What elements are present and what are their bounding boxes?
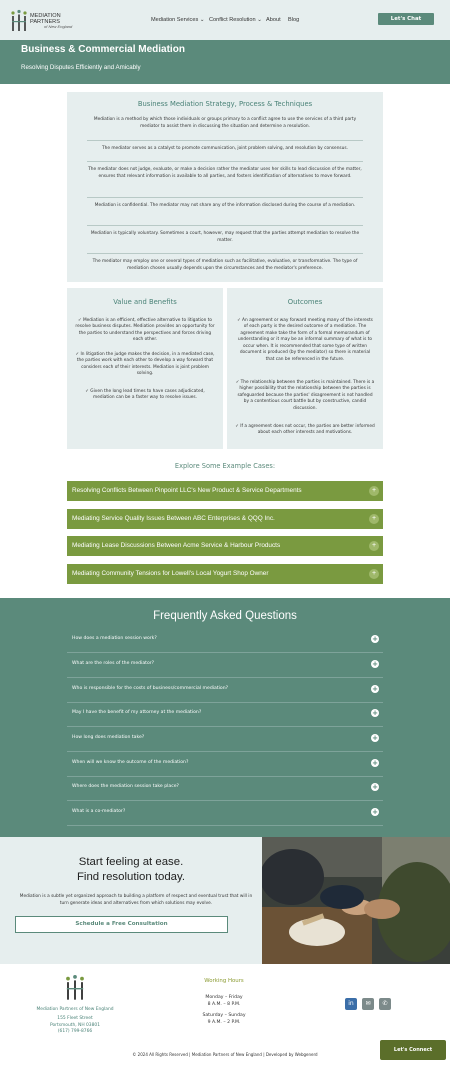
strategy-paragraph: The mediator does not judge, evaluate, or make a decision rather the mediator uses her skills to lead discussion of the matter, ensures that relevant information is available to all parties, and fosters identification of alternatives to move forward. — [88, 167, 362, 179]
plus-icon: + — [372, 709, 378, 717]
outcomes-bullet: ✓ The relationship between the parties is maintained. There is a higher possibility that the relationship between the parties is safeguarded because the parties' disagreement is not handled by a contentious court battle but by constructive, candid discussion. — [235, 380, 375, 411]
schedule-consultation-button[interactable]: Schedule a Free Consultation — [15, 916, 228, 933]
case-label: Resolving Conflicts Between Pinpoint LLC's New Product & Service Departments — [72, 487, 302, 494]
address-line: Portsmouth, NH 03801 — [50, 1022, 100, 1028]
hours-line: Monday – Friday — [205, 995, 243, 1000]
chevron-down-icon: ⌄ — [199, 17, 205, 23]
faq-item[interactable] — [67, 727, 383, 752]
footer-logo-icon — [64, 974, 86, 1002]
faq-question: May I have the benefit of my attorney at the mediation? — [72, 710, 202, 715]
footer-address — [25, 1016, 125, 1036]
divider — [87, 140, 363, 141]
hours-line: 8 A.M. – 8 P.M. — [207, 1002, 241, 1008]
plus-icon: + — [369, 569, 379, 579]
cta-section — [0, 837, 450, 964]
divider — [87, 161, 363, 162]
cases-title: Explore Some Example Cases: — [174, 462, 276, 470]
case-accordion-item[interactable] — [67, 536, 383, 556]
hours-line: Saturday – Sunday — [202, 1013, 246, 1019]
faq-item[interactable] — [67, 752, 383, 777]
phone-link[interactable]: (617) 799-8766 — [57, 1029, 93, 1035]
strategy-paragraph: Mediation is confidential. The mediator may not share any of the information disclosed during the course of a mediation. — [94, 203, 356, 208]
case-label: Mediating Service Quality Issues Between ABC Enterprises & QQQ Inc. — [72, 515, 275, 522]
value-bullet: ✓ In litigation the judge makes the decision, in a mediated case, the parties work with each other to develop a way forward that considers each of their interests. Mediation is joint problem solving. — [75, 352, 215, 377]
faq-item[interactable] — [67, 653, 383, 678]
case-accordion-item[interactable] — [67, 509, 383, 529]
nav-label: Conflict Resolution — [209, 17, 256, 23]
nav-conflict-resolution[interactable] — [209, 17, 262, 23]
value-bullet: ✓ Mediation is an efficient, effective alternative to litigation to resolve business disputes. Mediation provides an opportunity for the parties to understand the perspectives and forces driving each other. — [75, 318, 215, 343]
faq-section — [0, 598, 450, 837]
divider — [87, 197, 363, 198]
plus-icon: + — [372, 759, 378, 767]
faq-question: What are the roles of the mediator? — [72, 661, 155, 666]
cta-heading-line: Find resolution today. — [76, 870, 186, 883]
faq-question: Where does the mediation session take place? — [72, 784, 179, 789]
page-title: Business & Commercial Mediation — [21, 44, 185, 55]
faq-item[interactable] — [67, 801, 383, 826]
value-bullet: ✓ Given the long lead times to have cases adjudicated, mediation can be a faster way to resolve issues. — [85, 389, 205, 401]
hero-banner — [0, 40, 450, 84]
plus-icon: + — [372, 685, 378, 693]
plus-icon: + — [369, 486, 379, 496]
faq-question: What is a co-mediator? — [72, 809, 126, 814]
cta-heading — [0, 855, 262, 885]
value-benefits-box — [67, 288, 223, 449]
plus-icon: + — [372, 635, 378, 643]
case-accordion-item[interactable] — [67, 481, 383, 501]
handshake-photo — [262, 837, 450, 964]
faq-item[interactable] — [67, 678, 383, 703]
strategy-paragraph: Mediation is a method by which those individuals or groups primary to a conflict agree to use the services of a third party mediator to assist them in discussing the situation and determine a resolution. — [93, 117, 357, 129]
plus-icon: + — [372, 660, 378, 668]
outcomes-bullet: ✓ An agreement or way forward meeting many of the interests of each party is the desired outcome of a mediation. The agreement make take the form of a formal memorandum of understanding or it may be an informal summary of what is to occur when. It is recommended that some type of written document is produced (by the mediator) so there is material that can be referenced in the future. — [237, 318, 373, 362]
case-accordion-item[interactable] — [67, 564, 383, 584]
copyright: © 2024 All Rights Reserved | Mediation Partners of New England | Developed by Webgenerd — [132, 1052, 318, 1057]
faq-title: Frequently Asked Questions — [153, 610, 297, 622]
plus-icon: + — [372, 783, 378, 791]
strategy-paragraph: The mediator may employ one or several types of mediation such as facilitative, evaluative, or transformative. The type of mediation chosen usually depends upon the circumstances and the mediator's preference. — [92, 259, 358, 271]
logo-text — [30, 13, 90, 30]
logo-subtitle: of New England — [44, 24, 73, 30]
strategy-paragraph: The mediator serves as a catalyst to promote communication, joint problem solving, and resolution by consensus. — [102, 146, 348, 151]
faq-question: How long does mediation take? — [72, 735, 145, 740]
strategy-title: Business Mediation Strategy, Process & Techniques — [137, 100, 313, 108]
linkedin-icon[interactable]: in — [345, 998, 357, 1010]
cta-text: Mediation is a subtle yet organized approach to building a platform of respect and eventual trust that will in turn generate ideas and alternatives from which solutions may evolve. — [19, 894, 253, 906]
divider — [87, 253, 363, 254]
outcomes-box — [227, 288, 383, 449]
outcomes-bullet: ✓ If a agreement does not occur, the parties are better informed about each other interests and motivations. — [235, 424, 375, 436]
lets-connect-button[interactable]: Let's Connect — [380, 1040, 446, 1060]
site-header — [0, 0, 450, 40]
strategy-paragraph: Mediation is typically voluntary. Sometimes a court, however, may request that the parties attempt mediation to resolve the matter. — [90, 231, 360, 243]
nav-about[interactable]: About — [266, 17, 281, 23]
faq-item[interactable] — [67, 628, 383, 653]
logo[interactable] — [10, 9, 90, 35]
address-line: 155 Fleet Street — [57, 1016, 93, 1021]
strategy-box — [67, 92, 383, 282]
hours-title: Working Hours — [204, 978, 244, 984]
logo-name: MEDIATION PARTNERS — [30, 13, 61, 26]
lets-chat-button[interactable]: Let's Chat — [378, 13, 434, 25]
faq-question: Who is responsible for the costs of business/commercial mediation? — [72, 686, 229, 691]
case-label: Mediating Community Tensions for Lowell's Local Yogurt Shop Owner — [72, 570, 269, 577]
chevron-down-icon: ⌄ — [257, 17, 262, 23]
case-label: Mediating Lease Discussions Between Acme Service & Harbour Products — [72, 542, 281, 549]
footer-firm-name: Mediation Partners of New England — [36, 1007, 114, 1012]
outcomes-title: Outcomes — [287, 298, 323, 306]
email-icon[interactable]: ✉ — [362, 998, 374, 1010]
cta-heading-line: Start feeling at ease. — [78, 856, 184, 868]
faq-question: How does a mediation session work? — [72, 636, 157, 641]
plus-icon: + — [369, 541, 379, 551]
faq-question: When will we know the outcome of the mediation? — [72, 760, 189, 765]
faq-item[interactable] — [67, 776, 383, 801]
working-hours — [174, 994, 274, 1026]
value-title: Value and Benefits — [113, 298, 177, 306]
divider — [87, 225, 363, 226]
nav-blog[interactable]: Blog — [288, 17, 300, 23]
logo-mark-icon — [10, 9, 28, 33]
nav-label: Mediation Services — [151, 17, 199, 23]
phone-icon[interactable]: ✆ — [379, 998, 391, 1010]
plus-icon: + — [369, 514, 379, 524]
plus-icon: + — [372, 808, 378, 816]
hours-line: 9 A.M. – 2 P.M. — [207, 1020, 241, 1026]
page-tagline: Resolving Disputes Efficiently and Amicably — [21, 64, 141, 71]
nav-mediation-services[interactable] — [151, 17, 205, 23]
plus-icon: + — [372, 734, 378, 742]
faq-item[interactable] — [67, 702, 383, 727]
